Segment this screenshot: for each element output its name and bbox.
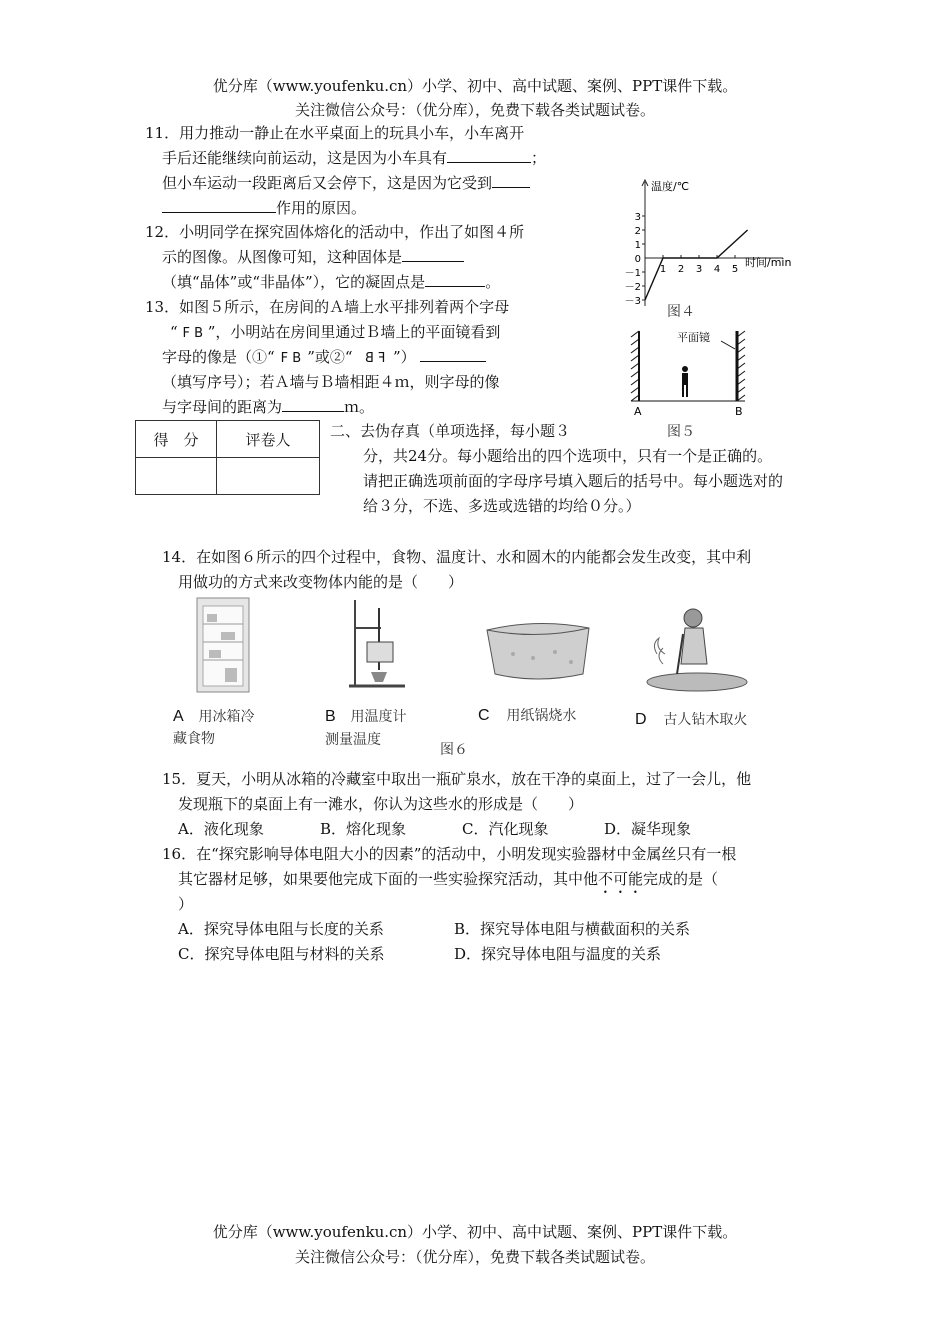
q11-blank-2b[interactable] xyxy=(162,196,276,213)
grader-cell[interactable] xyxy=(217,458,320,495)
q13-line-5: 与字母间的距离为 ｍ。 xyxy=(162,395,374,419)
wall-a-hatch xyxy=(631,331,639,401)
q12-line-2: 示的图像。从图像可知，这种固体是 xyxy=(162,245,464,269)
q16-option-a[interactable]: A．探究导体电阻与长度的关系 xyxy=(178,920,384,938)
person-icon xyxy=(682,366,688,397)
q14-option-a-line-2: 藏食物 xyxy=(173,731,215,747)
q12-line-1: 12．小明同学在探究固体熔化的活动中，作出了如图４所 xyxy=(145,223,525,241)
score-table xyxy=(135,420,320,495)
q16-option-c[interactable]: C．探究导体电阻与材料的关系 xyxy=(178,945,385,963)
x-axis-label: 时间/min xyxy=(745,256,792,269)
q11-blank-1[interactable] xyxy=(447,146,531,163)
footer-line-1: 优分库（www.youfenku.cn）小学、初中、高中试题、案例、PPT课件下载。 xyxy=(212,1223,738,1241)
q15-option-d[interactable]: D．凝华现象 xyxy=(604,820,692,838)
q11-blank-2a[interactable] xyxy=(492,171,530,188)
letters-fb: F B xyxy=(182,326,203,341)
y-axis-label: 温度/℃ xyxy=(651,180,690,193)
q16-line-3: ） xyxy=(178,895,194,913)
option-2-image: FB xyxy=(360,351,385,366)
q15-line-1: 15．夏天，小明从冰箱的冷藏室中取出一瓶矿泉水，放在干净的桌面上，过了一会儿，他 xyxy=(162,770,752,788)
emphasis-not-possible: 不可能 xyxy=(598,870,644,888)
q11-line-4: 作用的原因。 xyxy=(162,196,366,220)
figure-6-caption: 图６ xyxy=(440,742,468,758)
y-tick-label: 3 xyxy=(634,212,641,223)
q13-line-1: 13．如图５所示，在房间的Ａ墙上水平排列着两个字母 xyxy=(145,298,510,316)
wall-a-label: A xyxy=(634,405,642,418)
header-line-2: 关注微信公众号：（优分库），免费下载各类试题试卷。 xyxy=(294,101,655,119)
mirror-pointer xyxy=(721,341,735,349)
fridge-picture xyxy=(195,596,251,694)
q13-blank-1[interactable] xyxy=(420,345,486,362)
q13-line-4: （填写序号）；若Ａ墙与Ｂ墙相距４ｍ，则字母的像 xyxy=(162,373,500,391)
q16-line-1: 16．在“探究影响导体电阻大小的因素”的活动中，小明发现实验器材中金属丝只有一根 xyxy=(162,845,737,863)
y-tick-label: －1 xyxy=(624,268,641,279)
score-cell[interactable] xyxy=(136,458,217,495)
q15-line-2: 发现瓶下的桌面上有一滩水，你认为这些水的形成是（ ） xyxy=(178,795,584,813)
q16-line-2: 其它器材足够，如果要他完成下面的一些实验探究活动，其中他不可能完成的是（ xyxy=(178,870,719,888)
q11-line-1: 11．用力推动一静止在水平桌面上的玩具小车，小车离开 xyxy=(145,124,525,142)
q15-option-c[interactable]: C．汽化现象 xyxy=(462,820,549,838)
section2-line-1: 二、去伪存真（单项选择，每小题３ xyxy=(330,422,571,440)
q11-line-2: 手后还能继续向前运动，这是因为小车具有 ； xyxy=(162,146,546,170)
grader-header: 评卷人 xyxy=(217,421,320,458)
figure-5-room xyxy=(625,325,755,420)
x-tick-label: 1 xyxy=(659,264,667,275)
x-tick-label: 2 xyxy=(677,264,685,275)
q11-line-3: 但小车运动一段距离后又会停下，这是因为它受到 xyxy=(162,171,530,195)
y-tick-label: －3 xyxy=(624,296,641,307)
footer-line-2: 关注微信公众号：（优分库），免费下载各类试题试卷。 xyxy=(294,1248,655,1266)
y-tick-label: 1 xyxy=(634,240,641,251)
q14-option-a[interactable]: A 用冰箱冷 xyxy=(173,708,255,725)
header-line-1: 优分库（www.youfenku.cn）小学、初中、高中试题、案例、PPT课件下载。 xyxy=(212,77,738,95)
q15-option-a[interactable]: A．液化现象 xyxy=(178,820,264,838)
section2-line-3: 请把正确选项前面的字母序号填入题后的括号中。每小题选对的 xyxy=(363,472,784,490)
q14-option-b-line-2: 测量温度 xyxy=(325,732,381,748)
y-tick-label: －2 xyxy=(624,282,641,293)
y-tick-label: 2 xyxy=(634,226,641,237)
drilling-wood-picture xyxy=(637,604,752,694)
y-tick-label: 0 xyxy=(634,254,641,265)
section2-line-4: 给３分，不选、多选或选错的均给０分。） xyxy=(363,497,641,515)
q16-option-d[interactable]: D．探究导体电阻与温度的关系 xyxy=(454,945,662,963)
q14-option-d[interactable]: D 古人钻木取火 xyxy=(635,711,748,728)
q13-line-3: 字母的像是（①“ F B ”或②“ FB ”） xyxy=(162,345,486,371)
figure-5-caption: 图５ xyxy=(667,424,695,440)
x-tick-label: 3 xyxy=(695,264,703,275)
section2-line-2: 分，共24分。每小题给出的四个选项中，只有一个是正确的。 xyxy=(363,447,773,465)
q12-blank-1[interactable] xyxy=(402,245,464,262)
score-header: 得 分 xyxy=(136,421,217,458)
q12-line-3: （填“晶体”或“非晶体”），它的凝固点是 。 xyxy=(162,270,500,294)
q12-blank-2[interactable] xyxy=(425,270,485,287)
paper-pot-picture xyxy=(483,618,593,688)
q14-option-c[interactable]: C 用纸锅烧水 xyxy=(478,707,577,724)
thermometer-apparatus-picture xyxy=(345,598,409,692)
q14-line-1: 14．在如图６所示的四个过程中，食物、温度计、水和圆木的内能都会发生改变，其中利 xyxy=(162,548,752,566)
q13-blank-2[interactable] xyxy=(282,395,344,412)
q13-line-2: “ F B ”，小明站在房间里通过Ｂ墙上的平面镜看到 xyxy=(170,323,501,341)
q16-option-b[interactable]: B．探究导体电阻与横截面积的关系 xyxy=(454,920,691,938)
q15-option-b[interactable]: B．熔化现象 xyxy=(320,820,407,838)
mirror-label: 平面镜 xyxy=(677,331,710,344)
wall-b-label: B xyxy=(735,405,743,418)
figure-4-caption: 图４ xyxy=(667,304,695,320)
x-tick-label: 4 xyxy=(713,264,721,275)
figure-4-chart xyxy=(615,172,815,322)
x-tick-label: 5 xyxy=(731,264,739,275)
q14-line-2: 用做功的方式来改变物体内能的是（ ） xyxy=(178,573,464,591)
q14-option-b[interactable]: B 用温度计 xyxy=(325,708,407,725)
option-1-image: F B xyxy=(280,351,302,366)
